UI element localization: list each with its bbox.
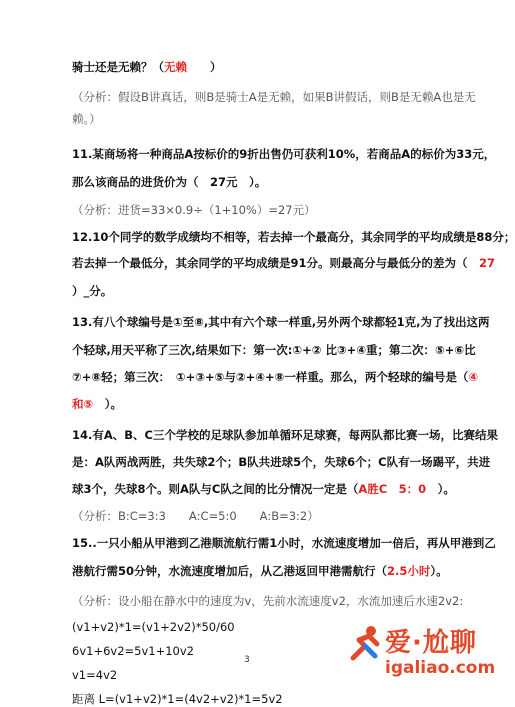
line-segment: 15..一只小船从甲港到乙港顺流航行需1小时，水流速度增加一倍后，再从甲港到乙 xyxy=(72,536,496,550)
line-segment: 港航行需50分钟，水流速度增加后，从乙港返回甲港需航行（ xyxy=(72,564,388,578)
text-line xyxy=(72,397,462,411)
line-segment: ）。 xyxy=(426,482,455,496)
answer-text: 无赖 xyxy=(164,60,187,74)
answer-text: A胜C 5：0 xyxy=(358,482,427,496)
line-segment: (v1+v2)*1=(v1+2v2)*50/60 xyxy=(72,620,235,634)
line-segment: （分析：设小船在静水中的速度为v，先前水流速度v2，水流加速后水速2v2: xyxy=(72,594,464,608)
text-line xyxy=(72,343,476,357)
line-segment: 距离 L=(v1+v2)*1=(4v2+v2)*1=5v2 xyxy=(72,692,283,706)
line-segment: ） xyxy=(187,60,222,74)
text-line xyxy=(72,564,462,578)
line-segment: ⑦+⑧轻；第三次： ①+③+⑤与②+④+⑧一样重。那么，两个轻球的编号是（ xyxy=(72,370,469,384)
line-segment: 那么该商品的进货价为（ 27元 ）。 xyxy=(72,175,267,189)
text-line xyxy=(72,284,462,298)
text-line xyxy=(72,203,462,217)
page-number: 3 xyxy=(244,655,250,665)
watermark-logo xyxy=(345,618,495,698)
line-segment: 若去掉一个最低分，其余同学的平均成绩是91分。则最高分与最低分的差为（ xyxy=(72,256,468,270)
line-segment: 个轻球,用天平称了三次,结果如下：第一次:①+② 比③+④重；第二次：⑤+⑥比 xyxy=(72,343,476,357)
line-segment: ）_分。 xyxy=(72,284,113,298)
text-line xyxy=(72,60,462,74)
answer-text: 27 xyxy=(467,256,496,270)
text-line xyxy=(72,455,491,469)
line-segment: （分析：进货=33×0.9÷（1+10%）=27元） xyxy=(72,203,316,217)
line-segment: （分析：B:C=3:3 A:C=5:0 A:B=3:2） xyxy=(72,509,319,523)
answer-text: 2.5小时 xyxy=(387,564,431,578)
line-segment: 骑士还是无赖？（ xyxy=(72,60,164,74)
line-segment: ）。 xyxy=(430,564,448,578)
line-segment: ）。 xyxy=(93,397,122,411)
text-line xyxy=(72,370,479,384)
text-line xyxy=(72,536,496,550)
runner-icon xyxy=(345,624,385,664)
text-line xyxy=(72,428,498,442)
watermark-text: 爱·尬聊 xyxy=(385,628,477,658)
line-segment: 6v1+6v2=5v1+10v2 xyxy=(72,644,194,658)
text-line xyxy=(72,594,462,608)
text-line xyxy=(72,315,490,329)
answer-text: ④ xyxy=(468,370,479,384)
text-line xyxy=(72,112,462,126)
line-segment: 13.有八个球编号是①至⑧,其中有六个球一样重,另外两个球都轻1克,为了找出这两 xyxy=(72,315,490,329)
text-line xyxy=(72,482,462,496)
text-line xyxy=(72,90,476,104)
line-segment: v1=4v2 xyxy=(72,668,118,682)
text-line xyxy=(72,230,515,244)
text-line xyxy=(72,147,496,161)
line-segment: 是：A队两战两胜，共失球2个；B队共进球5个，失球6个；C队有一场踢平，共进 xyxy=(72,455,491,469)
text-line xyxy=(72,509,462,523)
line-segment: 球3个，失球8个。则A队与C队之间的比分情况一定是（ xyxy=(72,482,359,496)
line-segment: 赖。） xyxy=(72,112,101,126)
watermark-url: igaliao.com xyxy=(385,658,496,678)
text-line xyxy=(72,256,496,270)
text-line xyxy=(72,175,462,189)
answer-text: 和⑤ xyxy=(72,397,94,411)
line-segment: （分析：假设B讲真话，则B是骑士A是无赖，如果B讲假话，则B是无赖A也是无 xyxy=(72,90,476,104)
line-segment: 14.有A、B、C三个学校的足球队参加单循环足球赛，每两队都比赛一场，比赛结果 xyxy=(72,428,498,442)
line-segment: 11.某商场将一种商品A按标价的9折出售仍可获利10%，若商品A的标价为33元， xyxy=(72,147,496,161)
line-segment: 12.10个同学的数学成绩均不相等，若去掉一个最高分，其余同学的平均成绩是88分； xyxy=(72,230,515,244)
